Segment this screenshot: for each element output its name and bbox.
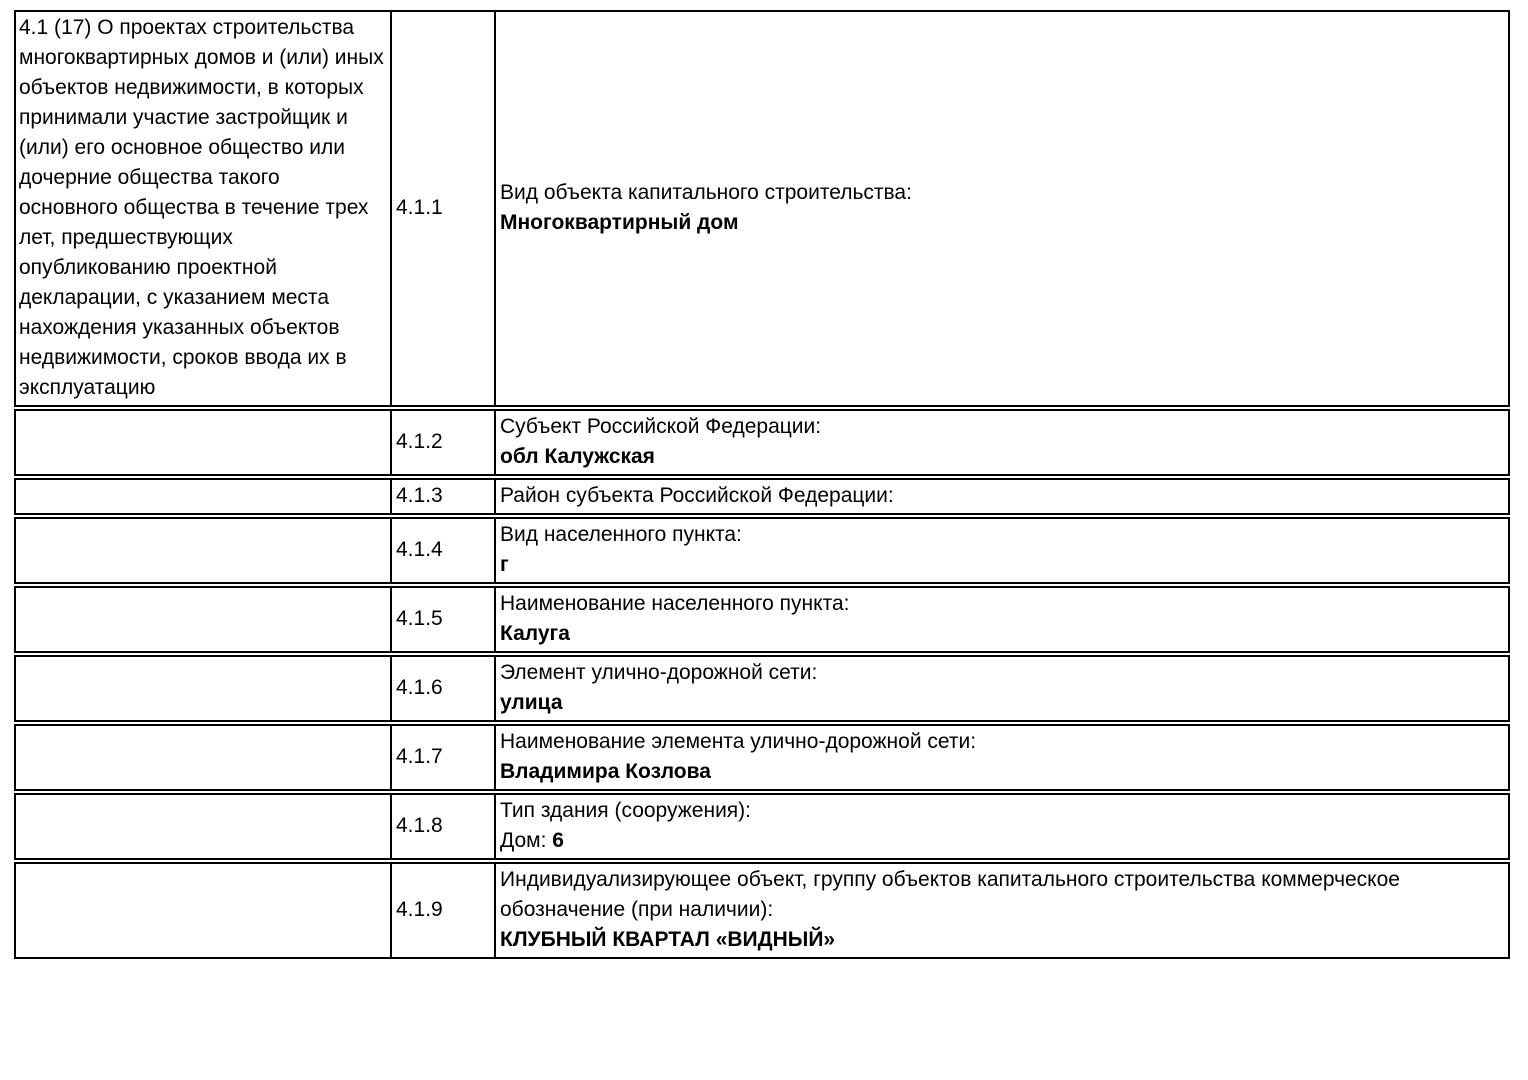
section-description-cell xyxy=(16,864,390,957)
row-number: 4.1.5 xyxy=(396,607,443,630)
field-cell xyxy=(494,411,1508,474)
declaration-table xyxy=(14,10,1510,961)
table-row xyxy=(14,586,1510,653)
row-number-cell xyxy=(390,864,494,957)
field-cell xyxy=(494,864,1508,957)
field-value xyxy=(500,550,1504,580)
row-number-cell xyxy=(390,411,494,474)
field-label: Субъект Российской Федерации: xyxy=(500,415,822,438)
table-row xyxy=(14,655,1510,722)
row-number: 4.1.6 xyxy=(396,676,443,699)
field-value xyxy=(500,925,1504,955)
row-number-cell xyxy=(390,588,494,651)
section-description-cell xyxy=(16,726,390,789)
table-row xyxy=(14,724,1510,791)
field-value-prefix: Дом: xyxy=(500,829,553,852)
table-row xyxy=(14,793,1510,860)
field-value-text: КЛУБНЫЙ КВАРТАЛ «ВИДНЫЙ» xyxy=(500,928,836,951)
table-row xyxy=(14,409,1510,476)
table-row xyxy=(14,10,1510,407)
row-number-cell xyxy=(390,480,494,513)
field-cell xyxy=(494,588,1508,651)
section-description-cell xyxy=(16,795,390,858)
row-number: 4.1.2 xyxy=(396,430,443,453)
row-number-cell xyxy=(390,657,494,720)
row-number: 4.1.4 xyxy=(396,538,443,561)
field-value xyxy=(500,826,1504,856)
field-cell xyxy=(494,726,1508,789)
section-description-cell xyxy=(16,588,390,651)
field-cell xyxy=(494,519,1508,582)
field-label: Наименование элемента улично-дорожной сети: xyxy=(500,730,977,753)
field-value-text: улица xyxy=(500,691,563,714)
field-value-text: Калуга xyxy=(500,622,570,645)
field-cell xyxy=(494,657,1508,720)
row-number-cell xyxy=(390,519,494,582)
row-number: 4.1.1 xyxy=(396,196,443,219)
field-value-text: обл Калужская xyxy=(500,445,655,468)
row-number: 4.1.3 xyxy=(396,484,443,507)
field-label: Элемент улично-дорожной сети: xyxy=(500,661,818,684)
field-value xyxy=(500,208,1504,238)
row-number-cell xyxy=(390,795,494,858)
field-value xyxy=(500,688,1504,718)
table-row xyxy=(14,862,1510,959)
field-label: Наименование населенного пункта: xyxy=(500,592,850,615)
field-value-text: Владимира Козлова xyxy=(500,760,711,783)
field-value xyxy=(500,619,1504,649)
field-value xyxy=(500,442,1504,472)
row-number: 4.1.7 xyxy=(396,745,443,768)
section-description-cell xyxy=(16,519,390,582)
section-description-cell xyxy=(16,480,390,513)
field-value xyxy=(500,757,1504,787)
row-number-cell xyxy=(390,12,494,405)
section-description-cell xyxy=(16,411,390,474)
field-cell xyxy=(494,12,1508,405)
field-cell xyxy=(494,480,1508,513)
field-cell xyxy=(494,795,1508,858)
field-value-text: г xyxy=(500,553,509,576)
field-label: Вид объекта капитального строительства: xyxy=(500,181,912,204)
table-row xyxy=(14,517,1510,584)
section-description-cell xyxy=(16,12,390,405)
field-label: Вид населенного пункта: xyxy=(500,523,742,546)
field-label: Тип здания (сооружения): xyxy=(500,799,751,822)
section-description-cell xyxy=(16,657,390,720)
section-description: 4.1 (17) О проектах строительства многоквартирных домов и (или) иных объектов недвижимости, в которых принимали участие застройщик и (или) его основное общество или дочерние общества такого основного общества в течение трех лет, предшествующих опубликованию проектной декларации, с указанием места нахождения указанных объектов недвижимости, сроков ввода их в эксплуатацию xyxy=(19,16,384,399)
field-label: Индивидуализирующее объект, группу объектов капитального строительства коммерческое обозначение (при наличии): xyxy=(500,868,1400,921)
row-number-cell xyxy=(390,726,494,789)
table-row xyxy=(14,478,1510,515)
field-value-text: Многоквартирный дом xyxy=(500,211,739,234)
field-label: Район субъекта Российской Федерации: xyxy=(500,484,894,507)
row-number: 4.1.8 xyxy=(396,814,443,837)
row-number: 4.1.9 xyxy=(396,898,443,921)
field-value-text: 6 xyxy=(552,829,564,852)
